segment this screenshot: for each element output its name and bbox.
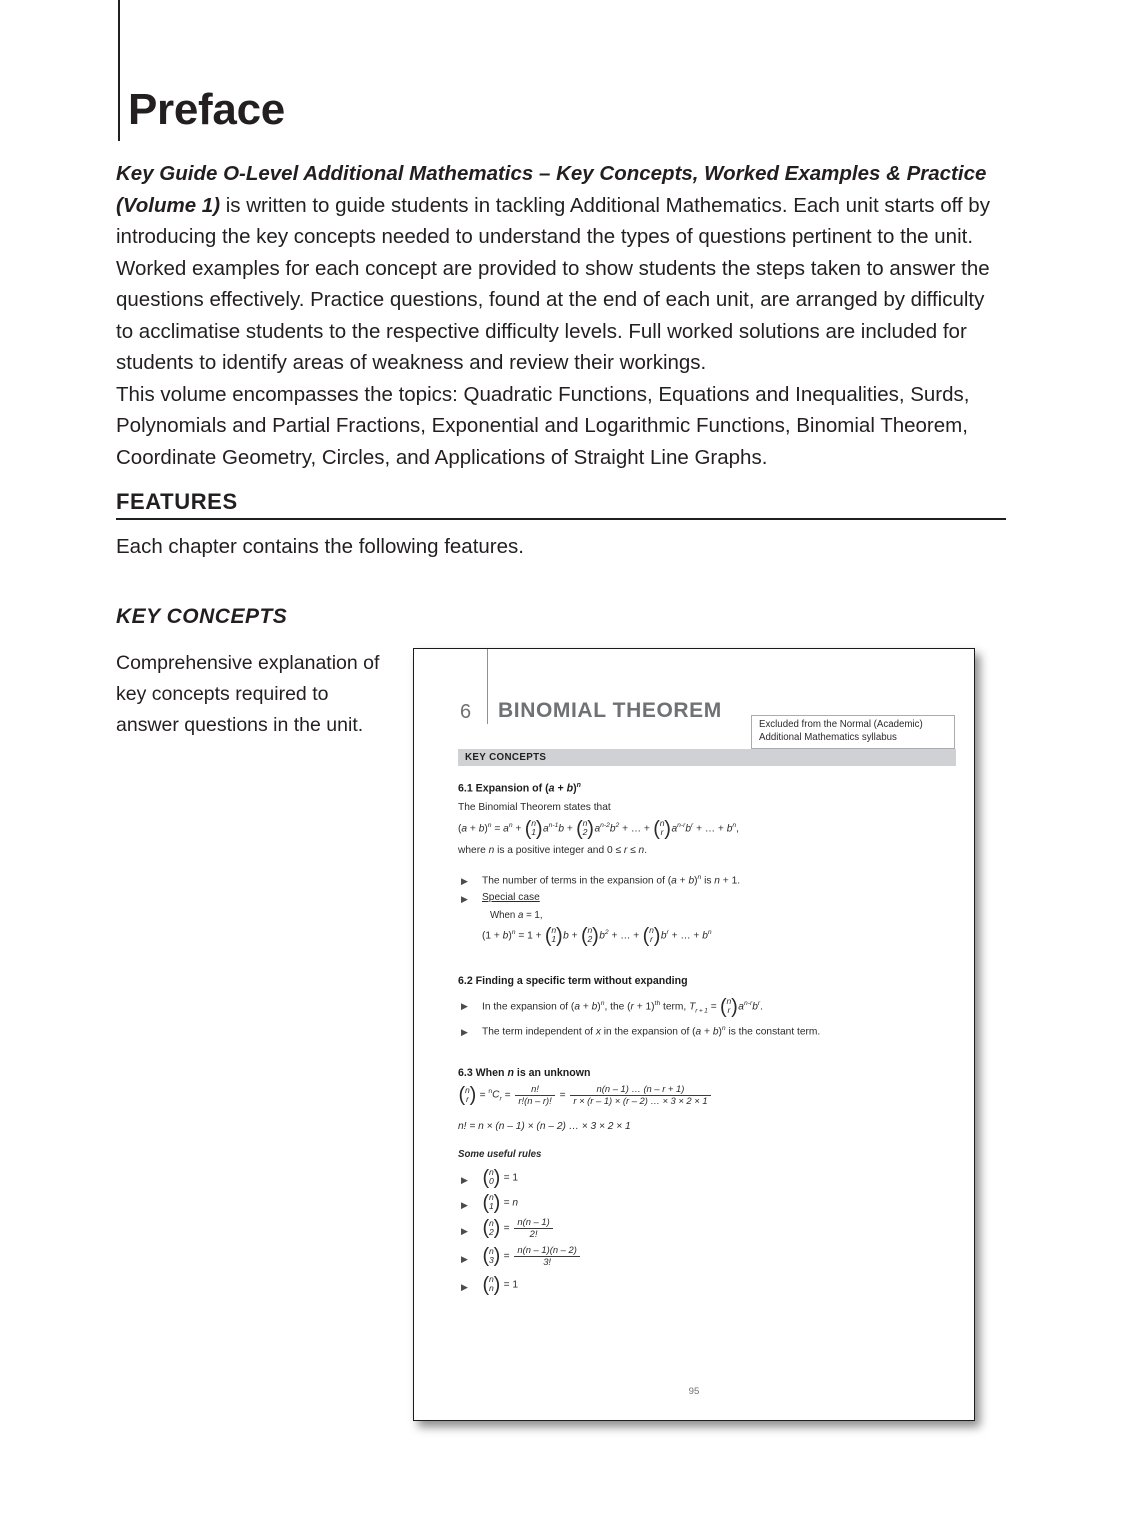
rule-3-fraction: $\frac{n(n - 1)}{2!}$ bbox=[514, 1217, 552, 1240]
key-concepts-banner bbox=[458, 749, 956, 766]
page-title: Preface bbox=[128, 85, 285, 134]
syllabus-note-line-1: Excluded from the Normal (Academic) bbox=[759, 719, 923, 730]
binom-n-n: ( n n ) bbox=[482, 1273, 501, 1296]
features-heading: FEATURES bbox=[116, 489, 238, 514]
bullet-arrow-icon: ▶ bbox=[461, 876, 468, 886]
bullet-arrow-icon: ▶ bbox=[461, 1200, 468, 1210]
factorial-fraction: $\frac{n!}{r!(n - r)!}$ bbox=[515, 1084, 554, 1107]
bullet-arrow-icon: ▶ bbox=[461, 894, 468, 904]
bullet-arrow-icon: ▶ bbox=[461, 1027, 468, 1037]
preface-body bbox=[116, 158, 1006, 473]
binom-n-1: ( n 1 ) bbox=[524, 817, 543, 840]
key-concepts-description: Comprehensive explanation of key concepts required to answer questions in the unit. bbox=[116, 652, 380, 736]
key-concepts-heading: KEY CONCEPTS bbox=[116, 605, 288, 628]
special-case-formula: $(1 + b)^n = 1$ + ( n 1 ) b + ( n 2 ) $b^2$ + … + ( n r ) $b^r$ + … + $b^n$ bbox=[482, 924, 712, 947]
combination-symbol: $^nC_r$ bbox=[488, 1088, 502, 1103]
product-fraction: $\frac{n(n - 1) \dots (n - r + 1)}{r \times (r - 1) \times (r - 2) \dots \times 3 \times 2 \times 1}$ bbox=[570, 1084, 710, 1107]
features-divider bbox=[116, 518, 1006, 520]
features-subtitle: Each chapter contains the following features. bbox=[116, 535, 524, 558]
section-6-1-special-case-label: Special case bbox=[482, 892, 540, 903]
paragraph-1 bbox=[116, 158, 1006, 379]
binom-n-2: ( n 2 ) bbox=[482, 1217, 501, 1240]
useful-rule-3: ( n 2 ) = $\frac{n(n - 1)}{2!}$ bbox=[482, 1217, 555, 1240]
binom-n-2: ( n 2 ) bbox=[580, 924, 599, 947]
title-accent-rule bbox=[118, 0, 120, 141]
binom-n-0: ( n 0 ) bbox=[482, 1166, 501, 1189]
useful-rule-2: ( n 1 ) = n bbox=[482, 1191, 519, 1214]
bullet-arrow-icon: ▶ bbox=[461, 1175, 468, 1185]
bullet-arrow-icon: ▶ bbox=[461, 1001, 468, 1011]
section-6-2-bullet-2: The term independent of x in the expansion of $(a + b)^n$ is the constant term. bbox=[482, 1025, 821, 1038]
section-6-1-where: where n is a positive integer and 0 ≤ r ≤ n. bbox=[458, 845, 648, 856]
binom-n-r: ( n r ) bbox=[720, 995, 738, 1018]
section-6-2-bullet-1: In the expansion of $(a + b)^n$, the $(r + 1)^{th}$ term, $T_{r + 1}$ = ( n r ) $a^{n‑r}b^r$. bbox=[482, 995, 763, 1018]
binom-n-r: ( n r ) bbox=[458, 1084, 477, 1107]
rule-4-fraction: $\frac{n(n - 1)(n - 2)}{3!}$ bbox=[514, 1245, 579, 1268]
useful-rule-4: ( n 3 ) = $\frac{n(n - 1)(n - 2)}{3!}$ bbox=[482, 1245, 582, 1268]
section-6-2-heading: 6.2 Finding a specific term without expanding bbox=[458, 975, 688, 987]
binom-n-1: ( n 1 ) bbox=[482, 1191, 501, 1214]
section-6-1-intro: The Binomial Theorem states that bbox=[458, 802, 611, 813]
preview-page-inset bbox=[413, 648, 975, 1421]
factorial-definition: n! = n × (n – 1) × (n – 2) … × 3 × 2 × 1 bbox=[458, 1121, 631, 1132]
section-6-3-heading: 6.3 When n is an unknown bbox=[458, 1067, 591, 1079]
chapter-accent-rule bbox=[487, 649, 488, 724]
paragraph-2: This volume encompasses the topics: Quadratic Functions, Equations and Inequalities, Surds, Polynomials and Partial Fractions, Exponential and Logarithmic Functions, Binomial Theorem, Coordinate Geometry, Circles, and Applications of Straight Line Graphs. bbox=[116, 382, 970, 469]
useful-rule-1: ( n 0 ) = 1 bbox=[482, 1166, 519, 1189]
preview-page-number: 95 bbox=[688, 1386, 700, 1397]
binomial-expansion-formula: $(a + b)^n = a^n$ + ( n 1 ) $a^{n‑1}b$ + ( n 2 ) $a^{n‑2}b^2$ + … + ( n r ) $a^{n‑r}b^r$ + … + $b^n$, bbox=[458, 817, 739, 840]
section-6-1-when: When a = 1, bbox=[490, 910, 543, 921]
key-concepts-banner-label: KEY CONCEPTS bbox=[465, 752, 547, 763]
bullet-arrow-icon: ▶ bbox=[461, 1282, 468, 1292]
combination-formula: ( n r ) = $^nC_r$ = $\frac{n!}{r!(n - r)!}$ = $\frac{n(n - 1) \dots (n - r + 1)}{r \times (r - 1) \times (r - 2) \dots \times 3 \times 2 \times 1}$ bbox=[458, 1084, 713, 1107]
section-6-1-bullet-1: The number of terms in the expansion of $(a + b)^n$ is n + 1. bbox=[482, 874, 741, 887]
useful-rule-5: ( n n ) = 1 bbox=[482, 1273, 519, 1296]
chapter-number: 6 bbox=[460, 701, 472, 723]
binom-n-3: ( n 3 ) bbox=[482, 1245, 501, 1268]
binom-n-r: ( n r ) bbox=[653, 817, 671, 840]
chapter-title: BINOMIAL THEOREM bbox=[498, 699, 722, 722]
syllabus-note-line-2: Additional Mathematics syllabus bbox=[759, 731, 897, 743]
bullet-arrow-icon: ▶ bbox=[461, 1226, 468, 1236]
bullet-arrow-icon: ▶ bbox=[461, 1254, 468, 1264]
book-title-italic: Key Guide O-Level Additional Mathematics – Key Concepts, Worked Examples & Practice (Volume 1) bbox=[116, 162, 987, 217]
useful-rules-title: Some useful rules bbox=[458, 1149, 542, 1160]
binom-n-2: ( n 2 ) bbox=[576, 817, 594, 840]
binom-n-1: ( n 1 ) bbox=[544, 924, 563, 947]
syllabus-note-box bbox=[751, 715, 955, 749]
binom-n-r: ( n r ) bbox=[642, 924, 661, 947]
paragraph-1-text: is written to guide students in tackling Additional Mathematics. Each unit starts off by introducing the key concepts needed to understand the types of questions pertinent to the unit. Worked examples for each concept are provided to show students the steps taken to answer the questions effectively. Practice questions, found at the end of each unit, are arranged by difficulty to acclimatise students to the respective difficulty levels. Full worked solutions are included for students to identify areas of weakness and review their workings. bbox=[116, 193, 990, 374]
section-6-1-heading: 6.1 Expansion of $(a + b)^n$ bbox=[458, 782, 581, 795]
